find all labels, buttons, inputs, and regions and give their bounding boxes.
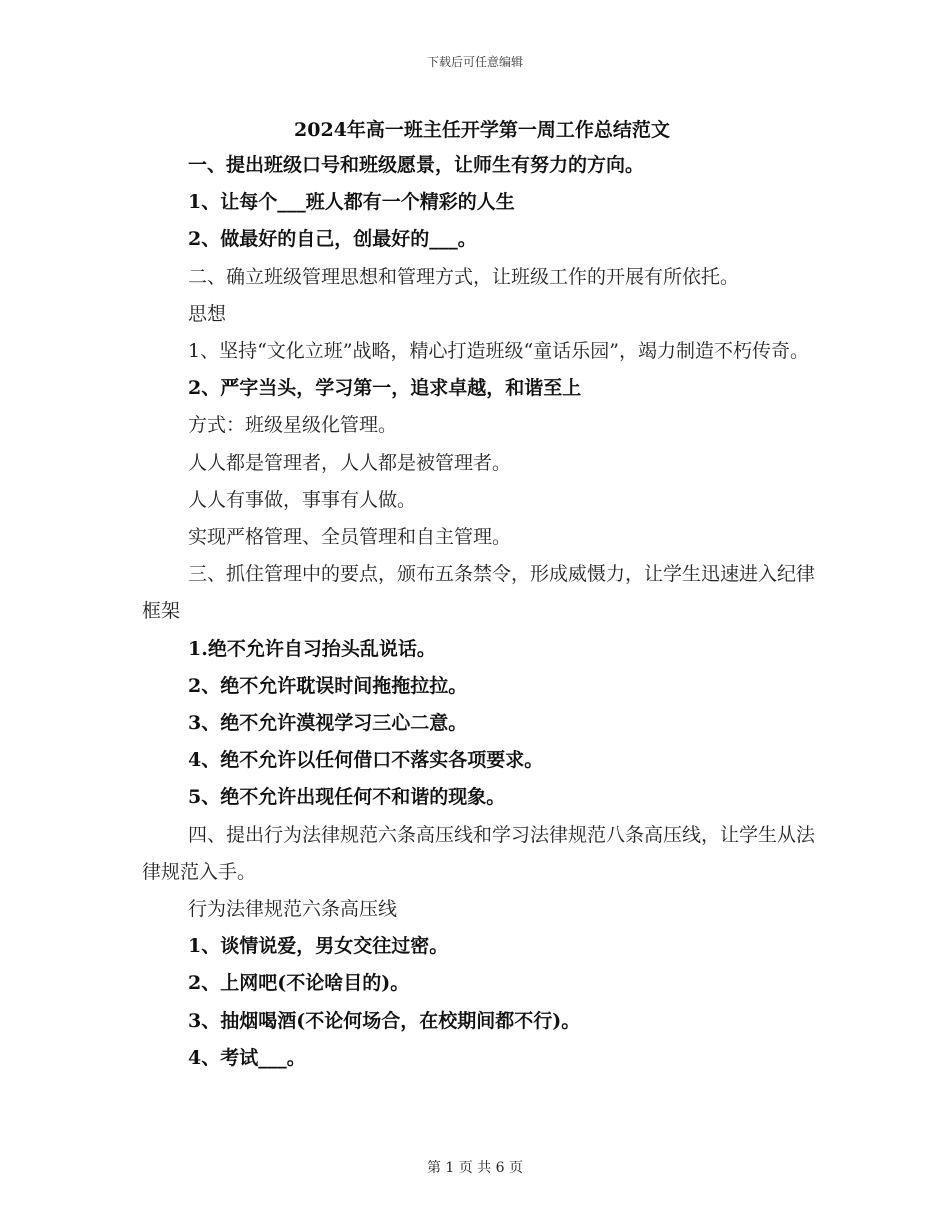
paragraph-list (142, 147, 822, 1077)
paragraph: 思想 (188, 302, 227, 325)
document-body (142, 113, 822, 1077)
paragraph: 3、抽烟喝酒(不论何场合，在校期间都不行)。 (188, 1009, 581, 1032)
paragraph: 人人都是管理者，人人都是被管理者。 (188, 451, 512, 474)
paragraph: 行为法律规范六条高压线 (188, 898, 398, 921)
paragraph: 三、抓住管理中的要点，颁布五条禁令，形成威慑力，让学生迅速进入纪律框架 (142, 563, 816, 623)
paragraph: 实现严格管理、全员管理和自主管理。 (188, 526, 512, 549)
paragraph: 2、上网吧(不论啥目的)。 (188, 972, 410, 995)
paragraph: 2、做最好的自己，创最好的___。 (188, 228, 477, 251)
paragraph: 2、严字当头，学习第一，追求卓越，和谐至上 (188, 377, 582, 400)
paragraph: 4、绝不允许以任何借口不落实各项要求。 (188, 749, 544, 772)
paragraph: 人人有事做，事事有人做。 (188, 488, 417, 511)
document-title: 2024年高一班主任开学第一周工作总结范文 (294, 119, 670, 141)
page-footer: 第 1 页 共 6 页 (426, 1160, 524, 1176)
paragraph: 1、坚持“文化立班”战略，精心打造班级“童话乐园”，竭力制造不朽传奇。 (188, 340, 809, 363)
paragraph: 方式：班级星级化管理。 (188, 414, 398, 437)
paragraph: 二、确立班级管理思想和管理方式，让班级工作的开展有所依托。 (188, 265, 740, 288)
paragraph: 5、绝不允许出现任何不和谐的现象。 (188, 786, 506, 809)
paragraph: 四、提出行为法律规范六条高压线和学习法律规范八条高压线，让学生从法律规范入手。 (142, 823, 816, 883)
paragraph: 1.绝不允许自习抬头乱说话。 (188, 637, 436, 660)
paragraph: 1、让每个___班人都有一个精彩的人生 (188, 191, 515, 214)
paragraph: 2、绝不允许耽误时间拖拖拉拉。 (188, 674, 468, 697)
paragraph: 1、谈情说爱，男女交往过密。 (188, 935, 449, 958)
page-header: 下载后可任意编辑 (426, 55, 523, 69)
paragraph: 3、绝不允许漠视学习三心二意。 (188, 712, 468, 735)
paragraph: 一、提出班级口号和班级愿景，让师生有努力的方向。 (188, 154, 645, 176)
paragraph: 4、考试___。 (188, 1046, 306, 1069)
